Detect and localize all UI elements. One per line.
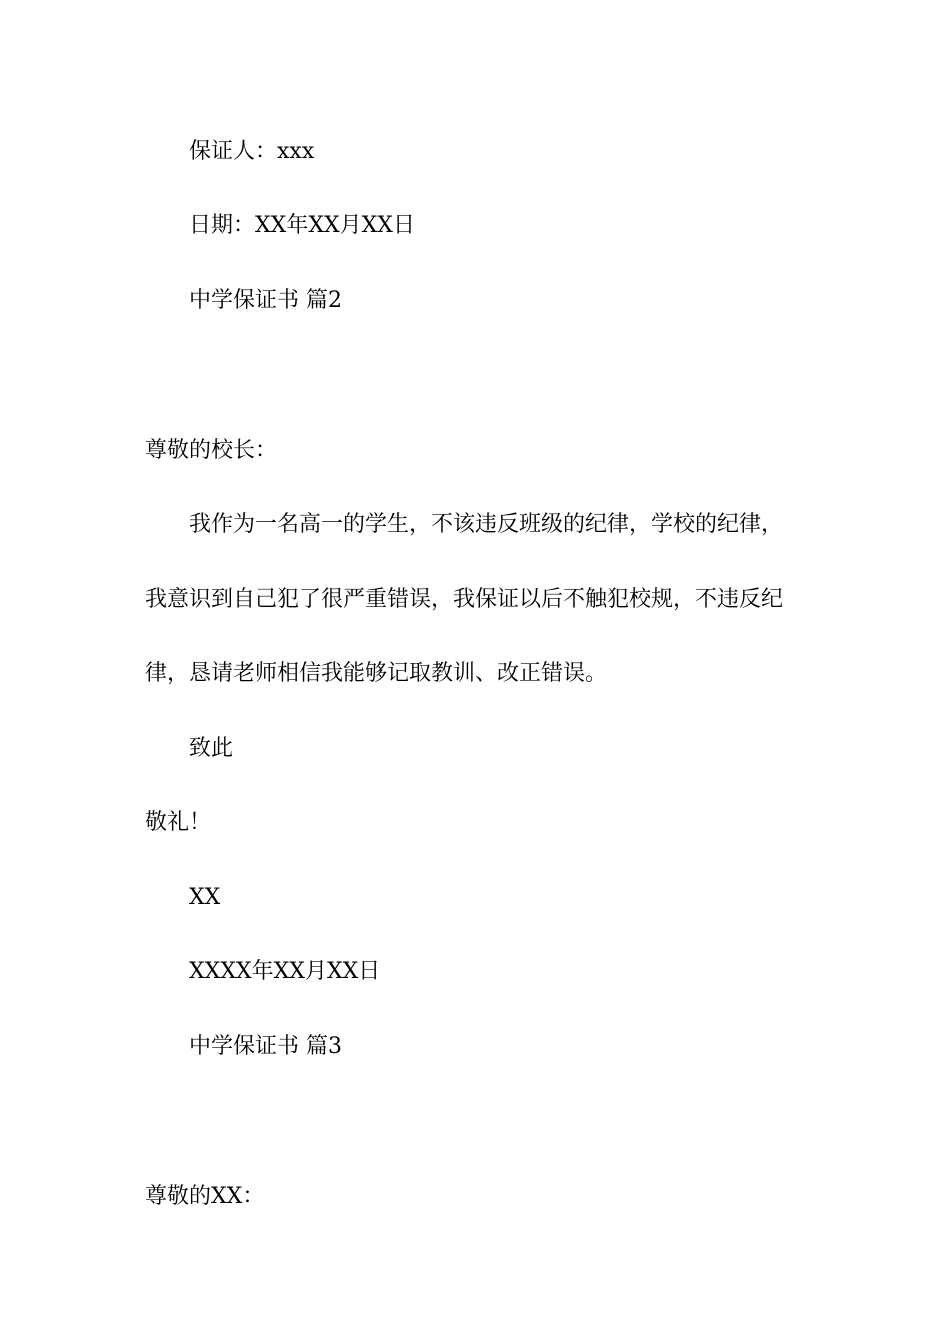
body-paragraph-line-2: 我意识到自己犯了很严重错误，我保证以后不触犯校规，不违反纪 — [145, 587, 784, 612]
signature-date: XXXX年XX月XX日 — [189, 959, 381, 984]
section-heading-3: 中学保证书 篇3 — [189, 1034, 342, 1059]
closing-salute: 敬礼！ — [145, 810, 212, 835]
guarantor-line: 保证人：xxx — [189, 139, 315, 164]
body-paragraph-line-1: 我作为一名高一的学生，不该违反班级的纪律，学校的纪律， — [189, 512, 784, 537]
closing-phrase: 致此 — [189, 736, 234, 761]
body-paragraph-line-3: 律，恳请老师相信我能够记取教训、改正错误。 — [145, 661, 608, 686]
salutation-principal: 尊敬的校长： — [145, 438, 278, 463]
signer-name: XX — [189, 885, 221, 910]
date-line: 日期：XX年XX月XX日 — [189, 213, 415, 238]
salutation-xx: 尊敬的XX： — [145, 1184, 265, 1209]
section-heading-2: 中学保证书 篇2 — [189, 288, 342, 313]
